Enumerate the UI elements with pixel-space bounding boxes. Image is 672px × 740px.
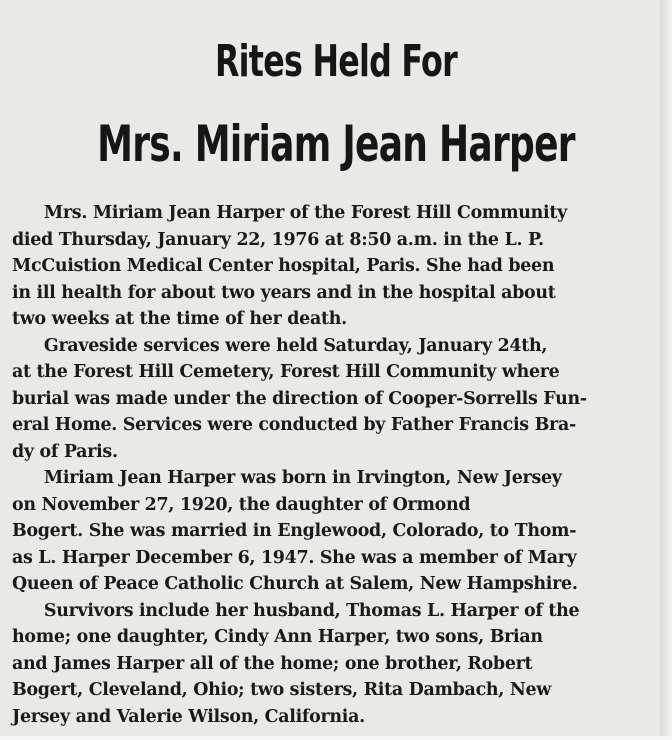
text-line: eral Home. Services were conducted by Father Francis Bra-: [12, 415, 576, 435]
text-line: Survivors include her husband, Thomas L. Harper of the: [43, 600, 580, 621]
text-line: died Thursday, January 22, 1976 at 8:50 a.m. in the L. P.: [12, 229, 544, 250]
text-line: Bogert, Cleveland, Ohio; two sisters, Rita Dambach, New: [12, 680, 552, 700]
text-line: and James Harper all of the home; one brother, Robert: [12, 653, 533, 674]
article-body: [12, 200, 662, 730]
text-line: Bogert. She was married in Englewood, Colorado, to Thom-: [12, 521, 577, 541]
paragraph-services: [12, 333, 662, 466]
clipping-edge: [660, 0, 672, 740]
paragraph-death-notice: [12, 200, 662, 333]
text-line: in ill health for about two years and in the hospital about: [12, 282, 556, 303]
paragraph-biography: [12, 465, 662, 598]
text-line: Queen of Peace Catholic Church at Salem, New Hampshire.: [12, 574, 578, 594]
text-line: home; one daughter, Cindy Ann Harper, two sons, Brian: [12, 627, 543, 647]
text-line: Mrs. Miriam Jean Harper of the Forest Hill Community: [43, 203, 567, 223]
text-line: McCuistion Medical Center hospital, Paris. She had been: [12, 256, 555, 276]
text-line: as L. Harper December 6, 1947. She was a member of Mary: [12, 547, 577, 568]
clipping-bottom-edge: [0, 736, 672, 740]
headline-line-2: Mrs. Miriam Jean Harper: [97, 115, 575, 173]
text-line: at the Forest Hill Cemetery, Forest Hill Community where: [12, 362, 560, 382]
text-line: Jersey and Valerie Wilson, California.: [12, 706, 365, 727]
headline-line-1: Rites Held For: [214, 36, 457, 87]
paragraph-survivors: [12, 598, 662, 731]
text-line: burial was made under the direction of Cooper-Sorrells Fun-: [12, 388, 587, 409]
text-line: Miriam Jean Harper was born in Irvington, New Jersey: [43, 468, 562, 488]
text-line: on November 27, 1920, the daughter of Ormond: [12, 494, 471, 515]
text-line: Graveside services were held Saturday, January 24th,: [43, 335, 548, 356]
text-line: two weeks at the time of her death.: [12, 309, 347, 329]
text-line: dy of Paris.: [12, 441, 118, 462]
